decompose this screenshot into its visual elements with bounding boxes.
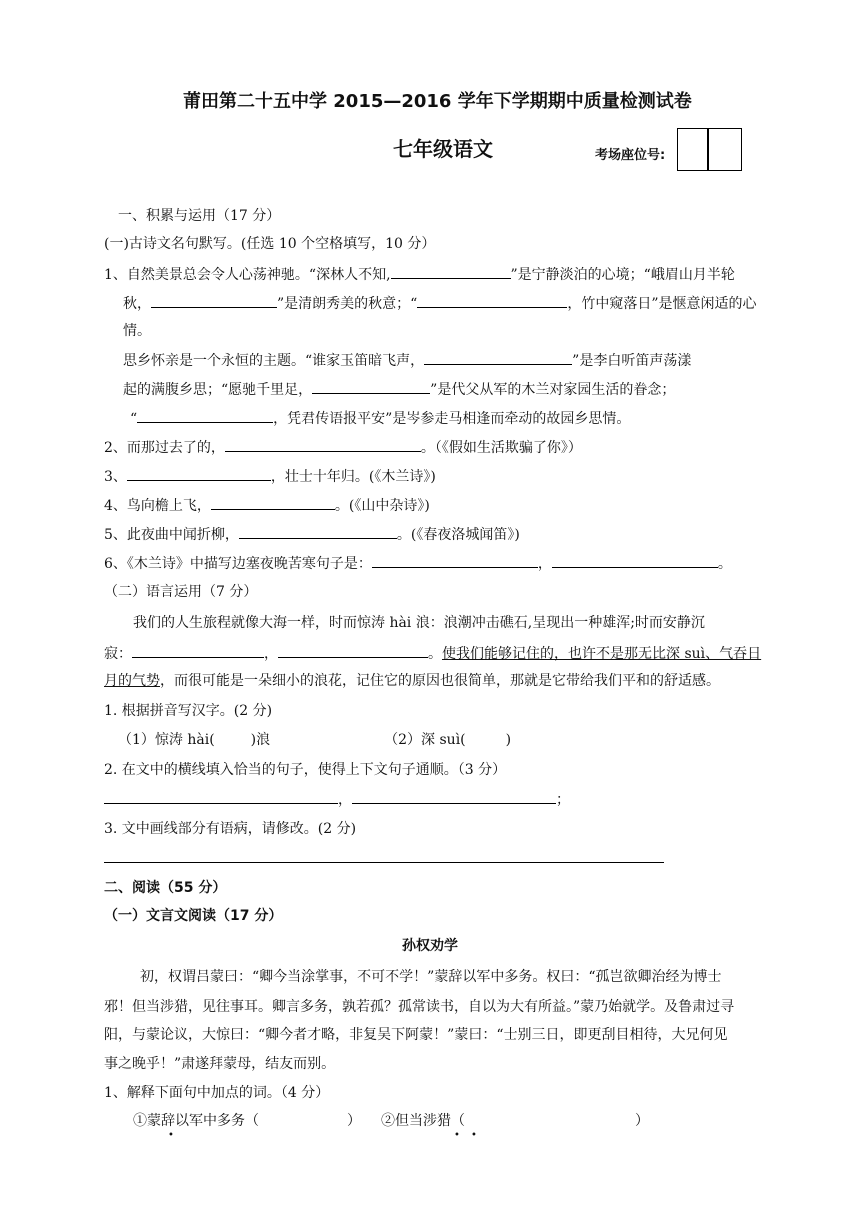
answer-blank[interactable] xyxy=(278,643,428,658)
section2-heading: 二、阅读（55 分） xyxy=(104,880,227,896)
s1-item-b: )浪 xyxy=(250,732,271,748)
answer-blank[interactable] xyxy=(239,524,397,539)
answer-blank[interactable] xyxy=(312,379,430,394)
sub-question-3: 3. 文中画线部分有语病，请修改。(2 分) xyxy=(104,821,357,837)
underlined-sentence-end: 月的气势 xyxy=(104,673,160,689)
sub-question-2-answer xyxy=(104,789,570,810)
section2-part1-heading: （一）文言文阅读（17 分） xyxy=(104,908,283,924)
question-1-line6 xyxy=(130,408,630,429)
answer-blank[interactable] xyxy=(417,293,567,308)
answer-blank[interactable] xyxy=(352,789,556,804)
question-6 xyxy=(104,553,732,574)
seat-number-label: 考场座位号: xyxy=(595,148,666,163)
passage-title: 孙权劝学 xyxy=(402,938,458,954)
answer-line[interactable] xyxy=(104,862,664,863)
q4-text-a: 4、鸟向檐上飞， xyxy=(104,498,211,514)
q1-text-g: 思乡怀亲是一个永恒的主题。“谁家玉笛暗飞声， xyxy=(123,353,425,369)
q4-text-b: 。(《山中杂诗》) xyxy=(334,498,430,514)
question-1-line5 xyxy=(123,379,675,400)
q1-text-l: ，凭君传语报平安”是岑参走马相逢而牵动的故园乡思情。 xyxy=(273,411,631,427)
part2-heading: （二）语言运用（7 分） xyxy=(104,584,258,600)
q5-text-a: 5、此夜曲中闻折柳， xyxy=(104,527,239,543)
passage-line2 xyxy=(104,643,761,664)
q6-text-c: 。 xyxy=(717,556,732,572)
s2-sep-b: ； xyxy=(556,792,570,808)
underlined-sentence: 使我们能够记住的，也许不是那无比深 suì、气吞日 xyxy=(442,646,762,662)
q3-text-a: 3、 xyxy=(104,469,127,485)
s1-item-a: （1）惊涛 hài( xyxy=(118,732,215,748)
sub-question-1: 1. 根据拼音写汉字。(2 分) xyxy=(104,703,273,719)
q2-text-a: 2、而那过去了的， xyxy=(104,440,225,456)
answer-blank[interactable] xyxy=(211,495,335,510)
q2-text-b: 。（《假如生活欺骗了你》） xyxy=(420,440,582,456)
question-1-line3: 情。 xyxy=(123,323,151,339)
q1-text-d: ”是清朗秀美的秋意；“ xyxy=(277,296,418,312)
answer-blank[interactable] xyxy=(225,437,421,452)
s1-item-c: （2）深 suì( xyxy=(384,732,466,748)
answer-blank[interactable] xyxy=(104,789,338,804)
answer-blank[interactable] xyxy=(151,293,277,308)
answer-blank[interactable] xyxy=(552,553,718,568)
q1-text-k: “ xyxy=(130,411,138,427)
classical-question-1-items xyxy=(133,1111,649,1131)
q1-item-d: ） xyxy=(635,1113,649,1129)
emphasis-dot: • xyxy=(168,1130,174,1141)
seat-number-box-1[interactable] xyxy=(677,128,708,171)
question-4 xyxy=(104,495,430,516)
sub-question-1-items xyxy=(118,730,511,750)
passage-line1: 我们的人生旅程就像大海一样，时而惊涛 hài 浪：浪潮冲击礁石,呈现出一种雄浑;时而安静沉 xyxy=(133,615,705,631)
q1-text-j: ”是代父从军的木兰对家园生活的眷念； xyxy=(430,382,676,398)
q1-text-b: ”是宁静淡泊的心境；“峨眉山月半轮 xyxy=(510,267,735,283)
classical-passage-line4: 事之晚乎！”肃遂拜蒙母，结友而别。 xyxy=(104,1056,336,1072)
classical-passage-line1: 初，权谓吕蒙曰：“卿今当涂掌事，不可不学！”蒙辞以军中多务。权曰：“孤岂欲卿治经为博士 xyxy=(140,969,722,985)
q3-text-b: ，壮士十年归。(《木兰诗》) xyxy=(270,469,436,485)
question-3 xyxy=(104,466,436,487)
classical-passage-line3: 阳，与蒙论议，大惊曰：“卿今者才略，非复吴下阿蒙！”蒙曰：“士别三日，即更刮目相待，大兄何见 xyxy=(104,1027,728,1043)
q1-text-c: 秋， xyxy=(123,296,151,312)
question-1-line1 xyxy=(104,264,735,285)
answer-blank[interactable] xyxy=(137,408,273,423)
part1-heading: (一)古诗文名句默写。(任选 10 个空格填写，10 分） xyxy=(104,236,436,252)
q1-text-a: 1、自然美景总会令人心荡神驰。“深林人不知, xyxy=(104,267,391,283)
q1-item-b: ） xyxy=(347,1113,361,1129)
sub-question-2: 2. 在文中的横线填入恰当的句子，使得上下文句子通顺。（3 分） xyxy=(104,762,507,778)
q1-text-h: ”是李白听笛声荡漾 xyxy=(572,353,692,369)
question-5 xyxy=(104,524,520,545)
answer-blank[interactable] xyxy=(424,350,572,365)
exam-title: 莆田第二十五中学 2015—2016 学年下学期期中质量检测试卷 xyxy=(183,91,692,112)
q6-text-a: 6、《木兰诗》中描写边塞夜晚苦寒句子是： xyxy=(104,556,372,572)
answer-blank[interactable] xyxy=(372,553,538,568)
p2-text-b: ， xyxy=(264,646,278,662)
passage-line3 xyxy=(104,671,720,691)
classical-passage-line2: 邪！但当涉猎，见往事耳。卿言多务，孰若孤？孤常读书，自以为大有所益。”蒙乃始就学。及鲁肃过寻 xyxy=(104,999,735,1015)
q1-text-e: ，竹中窥落日”是惬意闲适的心 xyxy=(567,296,757,312)
question-2 xyxy=(104,437,582,458)
emphasis-dot: • xyxy=(454,1130,460,1141)
answer-blank[interactable] xyxy=(391,264,511,279)
q1-item-c: ②但当涉猎（ xyxy=(381,1113,465,1129)
seat-number-box-2[interactable] xyxy=(708,128,742,171)
q1-item-a: ①蒙辞以军中多务（ xyxy=(133,1113,259,1129)
exam-subtitle: 七年级语文 xyxy=(393,137,493,161)
answer-blank[interactable] xyxy=(132,643,264,658)
emphasis-dot: • xyxy=(471,1130,477,1141)
classical-question-1: 1、解释下面句中加点的词。（4 分） xyxy=(104,1085,330,1101)
q6-text-b: ， xyxy=(537,556,552,572)
s1-item-d: ) xyxy=(505,732,512,748)
s2-sep-a: ， xyxy=(338,792,352,808)
p3-text-b: ，而很可能是一朵细小的浪花，记住它的原因也很简单，那就是它带给我们平和的舒适感。 xyxy=(160,673,720,689)
question-1-line4 xyxy=(123,350,691,371)
q5-text-b: 。(《春夜洛城闻笛》) xyxy=(396,527,520,543)
p2-text-a: 寂： xyxy=(104,646,132,662)
question-1-line2 xyxy=(123,293,757,314)
answer-blank[interactable] xyxy=(127,466,271,481)
section1-heading: 一、积累与运用（17 分） xyxy=(118,208,281,224)
p2-text-c: 。 xyxy=(428,646,442,662)
q1-text-i: 起的满腹乡思；“愿驰千里足， xyxy=(123,382,313,398)
